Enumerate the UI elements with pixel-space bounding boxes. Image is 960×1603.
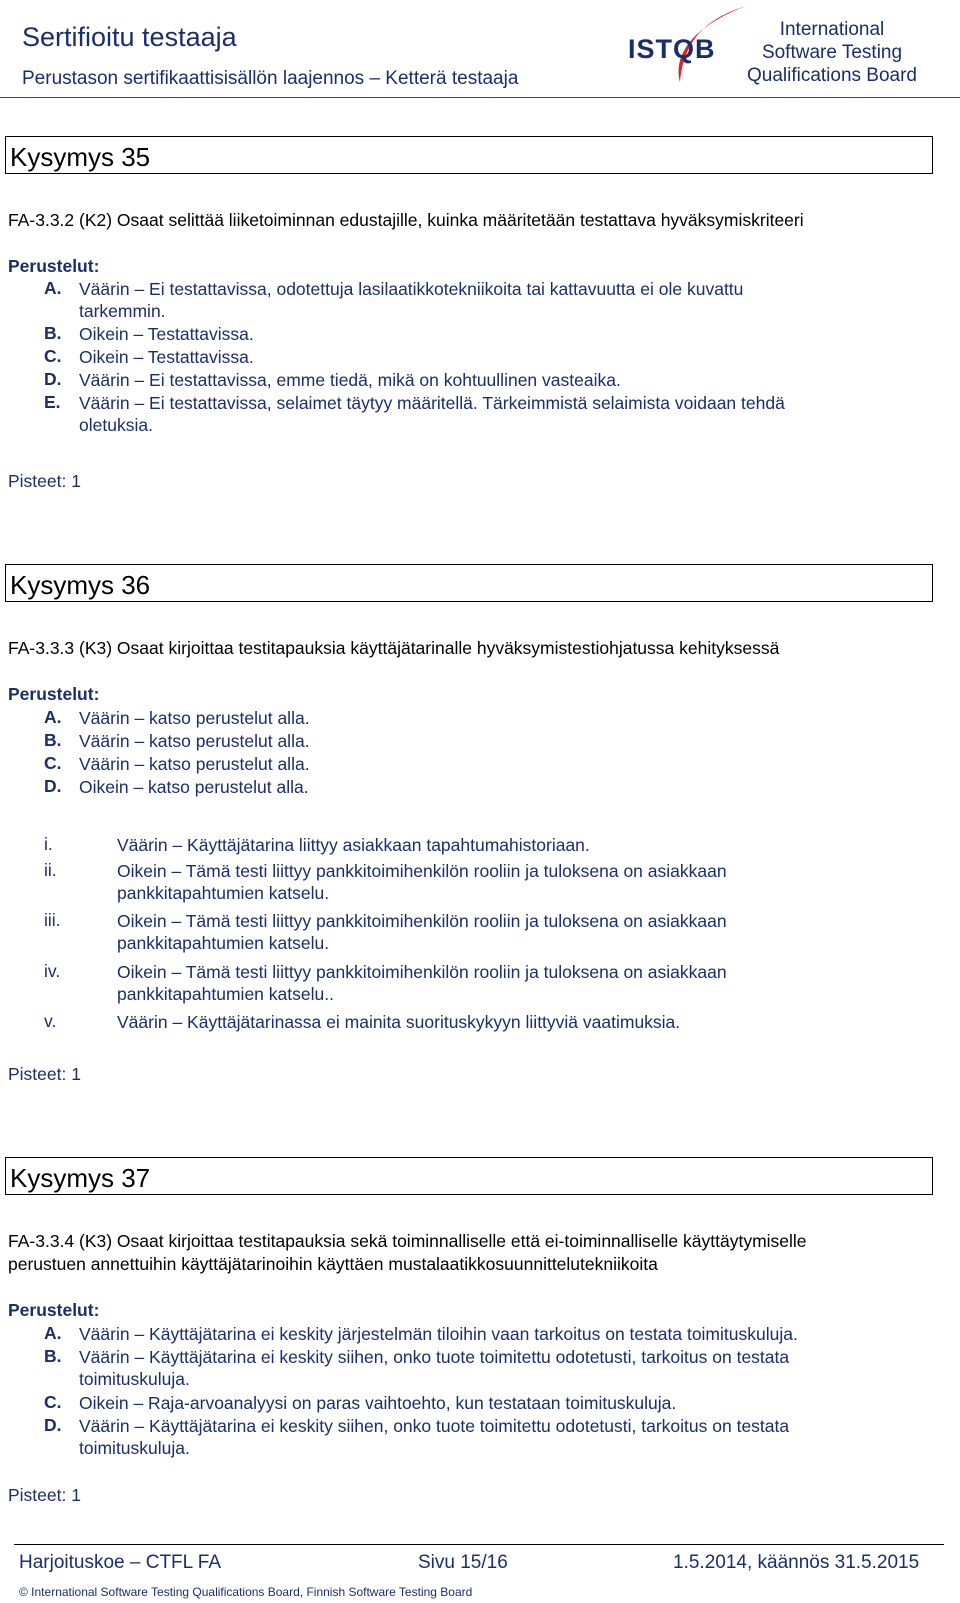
reason-text: Väärin – Käyttäjätarinassa ei mainita suorituskykyyn liittyviä vaatimuksia. xyxy=(117,1012,681,1032)
answer-text: Väärin – Käyttäjätarina ei keskity siihen, onko tuote toimitettu odotetusti, tarkoitus on testata xyxy=(79,1347,790,1367)
answer-letter: D. xyxy=(44,369,62,389)
answer-letter: C. xyxy=(44,346,62,366)
footer-date: 1.5.2014, käännös 31.5.2015 xyxy=(673,1552,920,1573)
reason-text: Oikein – Tämä testi liittyy pankkitoimihenkilön rooliin ja tuloksena on asiakkaan xyxy=(117,911,727,931)
perustelut-label: Perustelut: xyxy=(8,1300,100,1320)
answer-letter: C. xyxy=(44,753,62,773)
perustelut-label: Perustelut: xyxy=(8,684,100,704)
answer-letter: A. xyxy=(44,278,62,298)
page-header xyxy=(0,0,960,98)
question-heading: Kysymys 35 xyxy=(10,142,151,172)
roman-numeral: v. xyxy=(44,1011,57,1031)
answer-text: Väärin – Ei testattavissa, odotettuja lasilaatikkotekniikoita tai kattavuutta ei ole kuvattu xyxy=(79,279,744,299)
question-heading-box xyxy=(5,564,933,602)
reason-text: Väärin – Käyttäjätarina liittyy asiakkaan tapahtumahistoriaan. xyxy=(117,835,590,855)
footer-divider xyxy=(14,1544,944,1545)
answer-text: Väärin – Ei testattavissa, selaimet täytyy määritellä. Tärkeimmistä selaimista voidaan tehdä xyxy=(79,393,785,413)
answer-letter: A. xyxy=(44,1323,62,1343)
answer-letter: B. xyxy=(44,323,62,343)
roman-numeral: ii. xyxy=(44,860,57,880)
question-heading: Kysymys 37 xyxy=(10,1163,151,1193)
answer-letter: C. xyxy=(44,1392,62,1412)
answer-letter: E. xyxy=(44,392,61,412)
answer-letter: D. xyxy=(44,776,62,796)
points: Pisteet: 1 xyxy=(8,1485,81,1505)
answer-text: Oikein – katso perustelut alla. xyxy=(79,777,309,797)
answer-letter: B. xyxy=(44,730,62,750)
istqb-org-name xyxy=(742,18,922,87)
question-objective: FA-3.3.3 (K3) Osaat kirjoittaa testitapauksia käyttäjätarinalle hyväksymistestiohjatussa kehityksessä xyxy=(8,638,780,658)
answer-text: Väärin – Ei testattavissa, emme tiedä, mikä on kohtuullinen vasteaika. xyxy=(79,370,621,390)
answer-text: toimituskuluja. xyxy=(79,1369,190,1389)
answer-text: Oikein – Raja-arvoanalyysi on paras vaihtoehto, kun testataan toimituskuluja. xyxy=(79,1393,677,1413)
question-objective: FA-3.3.4 (K3) Osaat kirjoittaa testitapauksia sekä toiminnalliselle että ei-toiminnalliselle käyttäytymiselle xyxy=(8,1231,807,1251)
answer-letter: A. xyxy=(44,707,62,727)
answer-text: Väärin – katso perustelut alla. xyxy=(79,731,310,751)
roman-numeral: iii. xyxy=(44,910,61,930)
question-heading: Kysymys 36 xyxy=(10,570,151,600)
points: Pisteet: 1 xyxy=(8,471,81,491)
answer-text: Väärin – Käyttäjätarina ei keskity siihen, onko tuote toimitettu odotetusti, tarkoitus on testata xyxy=(79,1416,790,1436)
answer-text: Oikein – Testattavissa. xyxy=(79,324,254,344)
footer-page-number: Sivu 15/16 xyxy=(418,1552,508,1573)
document-title: Sertifioitu testaaja xyxy=(22,22,237,52)
reason-text: pankkitapahtumien katselu. xyxy=(117,883,330,903)
question-objective: FA-3.3.2 (K2) Osaat selittää liiketoiminnan edustajille, kuinka määritetään testattava hyväksymiskriteeri xyxy=(8,210,804,230)
header-divider xyxy=(0,97,960,98)
answer-letter: D. xyxy=(44,1415,62,1435)
org-line-3: Qualifications Board xyxy=(746,65,918,86)
answer-text: Oikein – Testattavissa. xyxy=(79,347,254,367)
reason-text: pankkitapahtumien katselu.. xyxy=(117,984,334,1004)
question-objective: perustuen annettuihin käyttäjätarinoihin käyttäen mustalaatikkosuunnittelutekniikoita xyxy=(8,1254,658,1274)
org-line-2: Software Testing xyxy=(761,42,903,63)
reason-text: Oikein – Tämä testi liittyy pankkitoimihenkilön rooliin ja tuloksena on asiakkaan xyxy=(117,962,727,982)
reason-text: pankkitapahtumien katselu. xyxy=(117,933,330,953)
answer-text: oletuksia. xyxy=(79,415,153,435)
question-heading-box xyxy=(5,1157,933,1195)
reason-text: Oikein – Tämä testi liittyy pankkitoimihenkilön rooliin ja tuloksena on asiakkaan xyxy=(117,861,727,881)
roman-numeral: iv. xyxy=(44,961,61,981)
perustelut-label: Perustelut: xyxy=(8,256,100,276)
answer-text: Väärin – Käyttäjätarina ei keskity järjestelmän tiloihin vaan tarkoitus on testata toimituskuluja. xyxy=(79,1324,798,1344)
roman-numeral: i. xyxy=(44,834,53,854)
answer-text: Väärin – katso perustelut alla. xyxy=(79,754,310,774)
footer-exam-name: Harjoituskoe – CTFL FA xyxy=(19,1552,222,1573)
points: Pisteet: 1 xyxy=(8,1064,81,1084)
istqb-logo xyxy=(628,4,750,94)
question-heading-box xyxy=(5,136,933,174)
footer-copyright: © International Software Testing Qualifications Board, Finnish Software Testing Board xyxy=(19,1585,473,1599)
answer-text: Väärin – katso perustelut alla. xyxy=(79,708,310,728)
answer-text: toimituskuluja. xyxy=(79,1438,190,1458)
logo-text: ISTQB xyxy=(628,34,716,64)
document-subtitle: Perustason sertifikaattisisällön laajennos – Ketterä testaaja xyxy=(22,68,519,89)
answer-text: tarkemmin. xyxy=(79,301,166,321)
answer-letter: B. xyxy=(44,1346,62,1366)
org-line-1: International xyxy=(779,19,885,40)
